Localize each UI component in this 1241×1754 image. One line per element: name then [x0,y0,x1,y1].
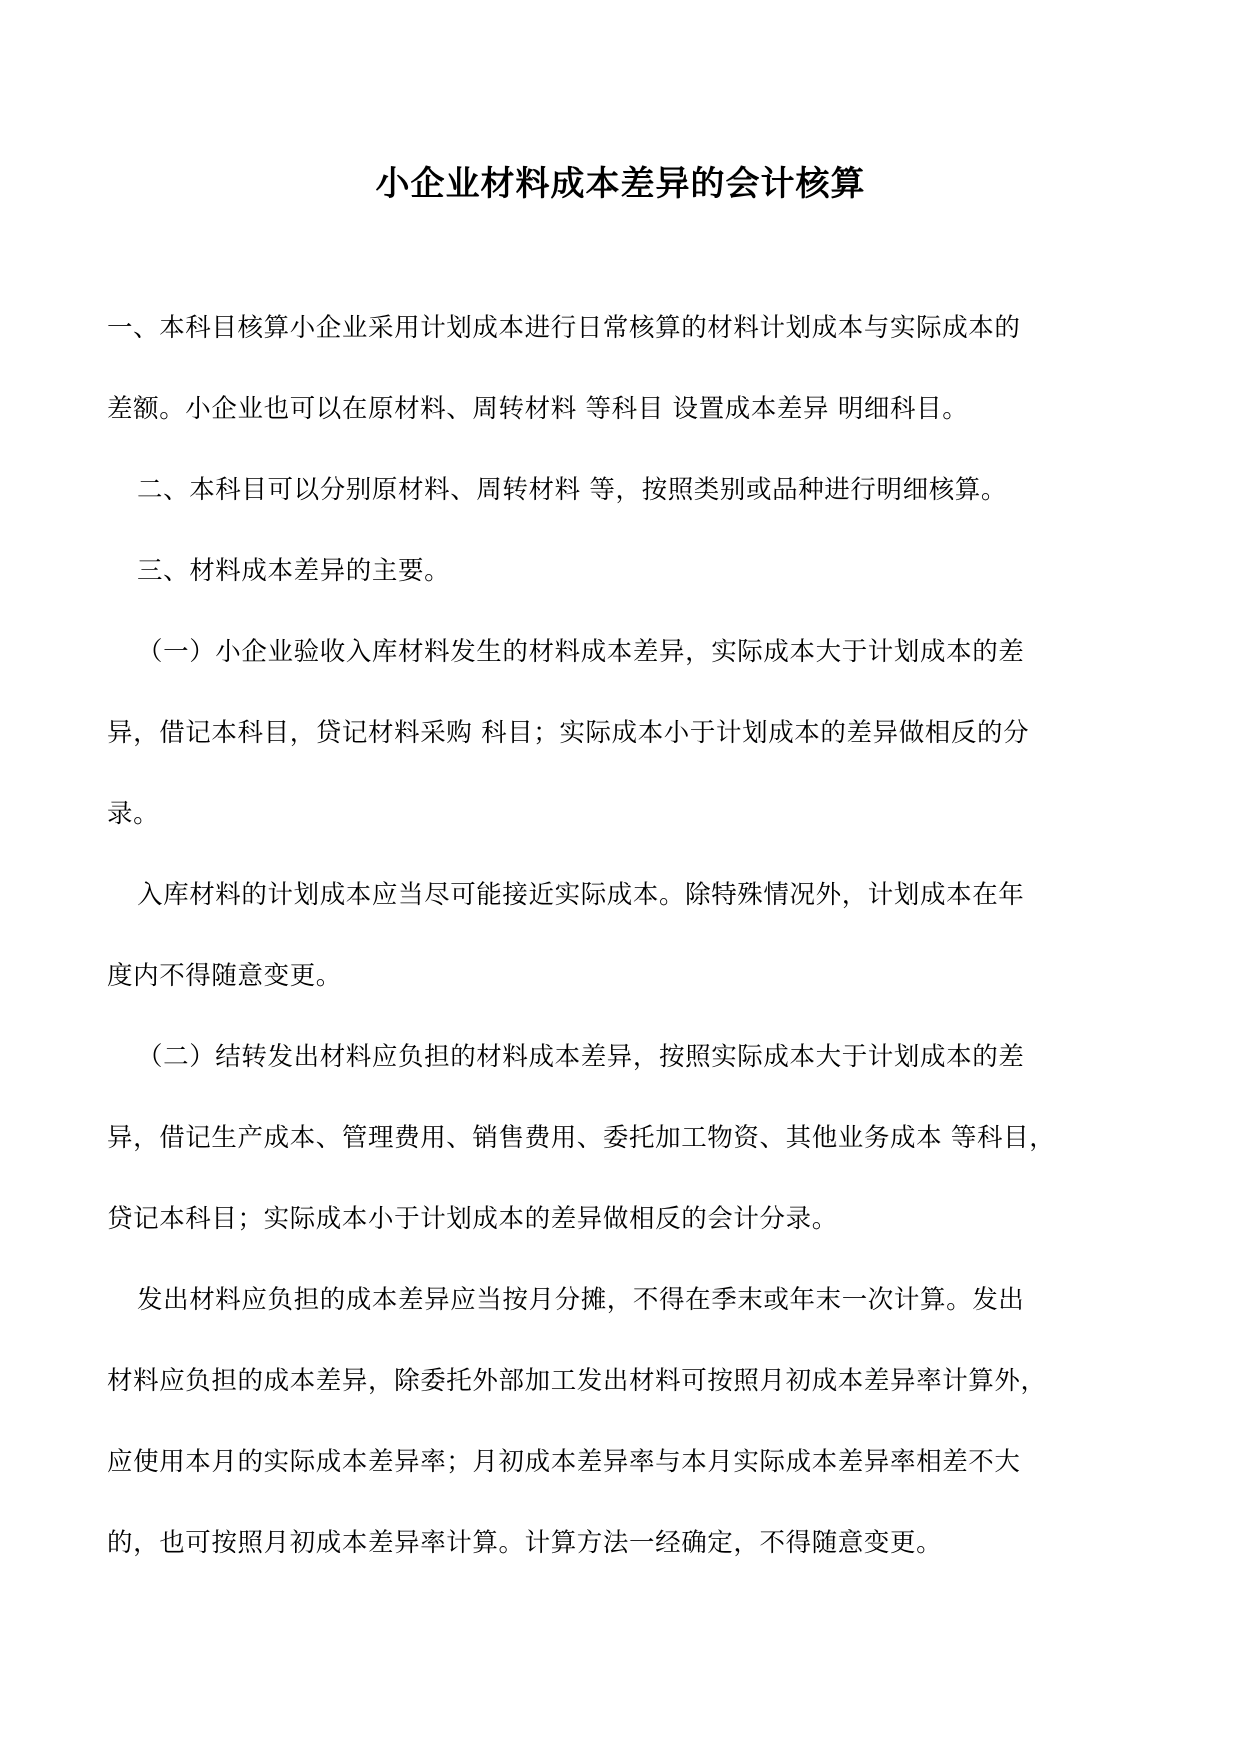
text-line: 三、材料成本差异的主要。 [137,556,451,586]
document-body [107,288,1152,1584]
text-line: 材料应负担的成本差异，除委托外部加工发出材料可按照月初成本差异率计算外， [107,1366,1047,1396]
text-line: 异，借记生产成本、管理费用、销售费用、委托加工物资、其他业务成本 等科目， [107,1123,1056,1153]
text-line: 应使用本月的实际成本差异率；月初成本差异率与本月实际成本差异率相差不大 [107,1447,1021,1477]
text-line: 入库材料的计划成本应当尽可能接近实际成本。除特殊情况外，计划成本在年 [137,880,1025,910]
text-line: 一、本科目核算小企业采用计划成本进行日常核算的材料计划成本与实际成本的 [107,313,1021,343]
text-line: （一）小企业验收入库材料发生的材料成本差异，实际成本大于计划成本的差 [137,637,1025,667]
text-line: 二、本科目可以分别原材料、周转材料 等，按照类别或品种进行明细核算。 [137,475,1008,505]
text-line: （二）结转发出材料应负担的材料成本差异，按照实际成本大于计划成本的差 [137,1042,1025,1072]
text-line: 的，也可按照月初成本差异率计算。计算方法一经确定，不得随意变更。 [107,1528,943,1558]
document-title: 小企业材料成本差异的会计核算 [375,164,866,204]
text-line: 贷记本科目；实际成本小于计划成本的差异做相反的会计分录。 [107,1204,838,1234]
text-line: 发出材料应负担的成本差异应当按月分摊，不得在季末或年末一次计算。发出 [137,1285,1025,1315]
text-line: 差额。小企业也可以在原材料、周转材料 等科目 设置成本差异 明细科目。 [107,394,969,424]
text-line: 度内不得随意变更。 [107,961,342,991]
text-line: 录。 [107,799,160,829]
text-line: 异，借记本科目，贷记材料采购 科目；实际成本小于计划成本的差异做相反的分 [107,718,1030,748]
